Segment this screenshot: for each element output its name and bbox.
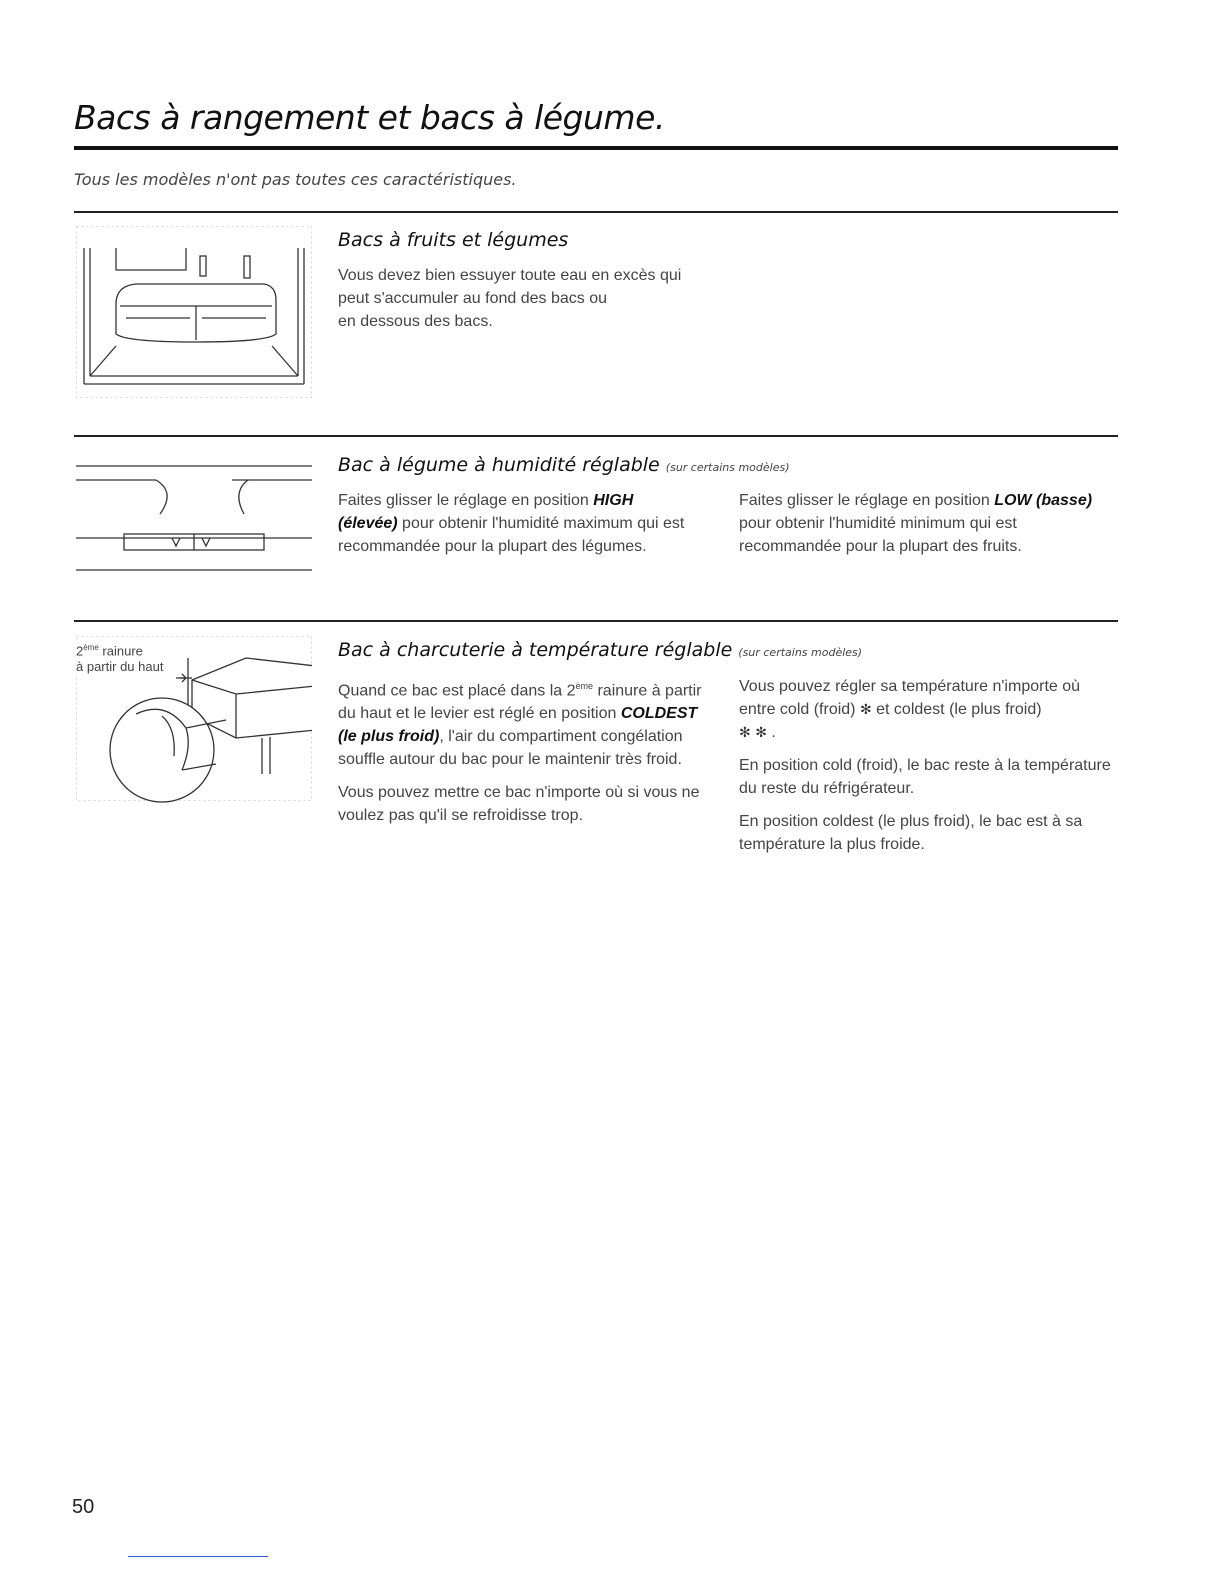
deli-paragraph-5: En position coldest (le plus froid), le bac est à sa température la plus froide. bbox=[739, 813, 1083, 853]
text-line: Vous devez bien essuyer toute eau en excès qui bbox=[338, 267, 682, 284]
humidity-low-text bbox=[739, 489, 1121, 558]
text-part: , l'air du compartiment congélation souffle autour du bac pour le maintenir très froid. bbox=[338, 728, 683, 769]
snowflake-icon: ✻ bbox=[859, 701, 872, 717]
page-number: 50 bbox=[72, 1496, 95, 1518]
models-note: (sur certains modèles) bbox=[665, 461, 790, 474]
humidity-high-text bbox=[338, 489, 688, 558]
bottom-link-underline bbox=[128, 1556, 268, 1557]
section-title-text: Bac à charcuterie à température réglable bbox=[338, 639, 733, 661]
section-divider bbox=[74, 211, 1118, 213]
section-title-humidite bbox=[338, 454, 790, 476]
section-text-fruits-legumes bbox=[338, 264, 738, 333]
deli-paragraph-3: Vous pouvez régler sa température n'importe où entre cold (froid) ✻ et coldest (le plus froid) ✻ ✻ . bbox=[739, 678, 1081, 741]
models-note: (sur certains modèles) bbox=[738, 646, 863, 659]
snowflake-icon: ✻ bbox=[755, 724, 767, 740]
deli-pan-illustration bbox=[76, 636, 312, 806]
humidity-control-illustration bbox=[76, 452, 312, 578]
high-setting-label: HIGH (élevée) bbox=[338, 492, 634, 532]
text-part: rainure à partir du haut et le levier est réglé en position bbox=[338, 682, 702, 723]
crisper-drawers-illustration bbox=[76, 226, 312, 398]
slot-callout bbox=[76, 640, 163, 675]
low-setting-label: LOW (basse) bbox=[994, 492, 1093, 509]
ordinal-suffix: ème bbox=[575, 681, 594, 691]
coldest-setting-label: COLDEST (le plus froid) bbox=[338, 705, 698, 746]
snowflake-icon: ✻ bbox=[739, 724, 751, 740]
text-line: en dessous des bacs. bbox=[338, 313, 493, 330]
page-title: Bacs à rangement et bacs à légume. bbox=[74, 98, 665, 137]
slot-number: 2 bbox=[76, 643, 84, 659]
deli-right-column bbox=[739, 675, 1114, 856]
text-part: Vous pouvez régler sa température n'importe où entre cold (froid) bbox=[739, 678, 1081, 718]
text-line: peut s'accumuler au fond des bacs ou bbox=[338, 290, 607, 307]
text-after: pour obtenir l'humidité maximum qui est recommandée pour la plupart des légumes. bbox=[338, 515, 685, 555]
title-rule bbox=[74, 146, 1118, 150]
section-divider bbox=[74, 620, 1118, 622]
section-title-text: Bac à légume à humidité réglable bbox=[338, 454, 660, 476]
deli-paragraph-1 bbox=[338, 675, 718, 771]
section-divider bbox=[74, 435, 1118, 437]
text-before: Faites glisser le réglage en position bbox=[338, 492, 594, 509]
deli-paragraph-2: Vous pouvez mettre ce bac n'importe où si vous ne voulez pas qu'il se refroidisse trop. bbox=[338, 784, 700, 825]
deli-paragraph-4: En position cold (froid), le bac reste à la température du reste du réfrigérateur. bbox=[739, 757, 1111, 797]
slot-suffix: ème bbox=[83, 643, 99, 652]
slot-word: rainure bbox=[102, 643, 143, 659]
deli-left-column bbox=[338, 675, 718, 827]
text-part: et coldest (le plus froid) bbox=[876, 701, 1042, 718]
text-before: Faites glisser le réglage en position bbox=[739, 492, 995, 509]
text-after: pour obtenir l'humidité minimum qui est recommandée pour la plupart des fruits. bbox=[739, 515, 1022, 555]
section-title-fruits-legumes: Bacs à fruits et légumes bbox=[338, 229, 569, 251]
page-subtitle: Tous les modèles n'ont pas toutes ces caractéristiques. bbox=[74, 170, 517, 189]
text-part: Quand ce bac est placé dans la 2 bbox=[338, 682, 576, 700]
slot-position: à partir du haut bbox=[76, 659, 164, 675]
section-title-charcuterie bbox=[338, 639, 862, 661]
